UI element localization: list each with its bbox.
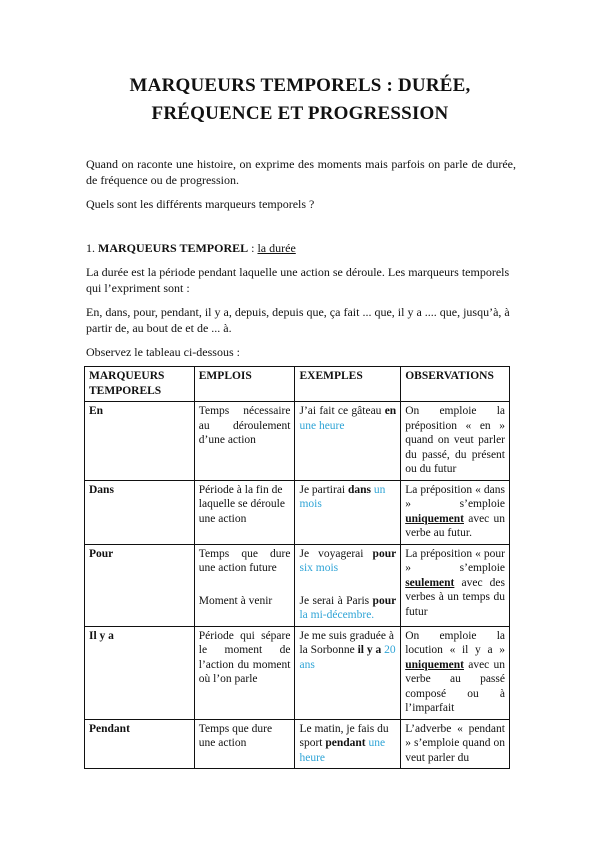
observation-text: On emploie la locution « il y a » <box>405 629 505 656</box>
emplois-cell: Période à la fin de laquelle se déroule une action <box>194 480 295 544</box>
table-row <box>85 402 510 481</box>
table-row <box>85 480 510 544</box>
example-text: Je voyagerai <box>299 547 373 560</box>
emplois-text-2: Moment à venir <box>198 594 273 607</box>
observation-cell <box>401 544 510 626</box>
example-duration: six mois <box>299 562 339 574</box>
example-cell <box>295 480 401 544</box>
example-marker: il y a <box>357 644 382 656</box>
example-marker: en <box>384 405 397 417</box>
example-marker: dans <box>348 483 372 496</box>
table-row <box>85 626 510 719</box>
marker-cell <box>85 626 195 719</box>
example-marker: pendant <box>325 737 366 749</box>
section-separator: : <box>248 241 258 255</box>
page-title <box>40 72 560 128</box>
emplois-cell: Temps nécessaire au déroulement d’une action <box>194 402 295 481</box>
example-marker: pour <box>372 594 397 607</box>
header-exemples: EXEMPLES <box>295 367 401 402</box>
observation-cell <box>401 626 510 719</box>
observe-instruction: Observez le tableau ci-dessous : <box>86 345 240 359</box>
intro-question: Quels sont les différents marqueurs temporels ? <box>86 197 315 211</box>
example-cell <box>295 719 401 769</box>
example-duration: un mois <box>299 483 386 510</box>
definition-paragraph: La durée est la période pendant laquelle une action se déroule. Les marqueurs temporels qui l’expriment sont : <box>86 265 510 295</box>
example-duration: une heure <box>299 737 386 764</box>
example-text: Le matin, je fais du sport <box>299 722 389 749</box>
emplois-text: Temps que dure une action future <box>198 547 291 574</box>
section-subtitle: la durée <box>257 241 296 255</box>
cell-spacer <box>199 576 291 594</box>
observation-text-end: avec des verbes à un temps du futur <box>405 576 505 618</box>
marker-label: Dans <box>89 483 114 496</box>
example-duration: la mi-décembre. <box>299 609 375 621</box>
emplois-cell <box>194 544 295 626</box>
example-text: J’ai fait ce gâteau <box>299 405 385 417</box>
marker-cell <box>85 719 195 769</box>
marker-cell <box>85 480 195 544</box>
emplois-cell: Temps que dure une action <box>194 719 295 769</box>
example-text: Je serai à Paris <box>299 594 373 607</box>
section-number: 1. <box>86 241 98 255</box>
observation-text: La préposition « pour » s’emploie <box>405 547 505 574</box>
example-2 <box>299 594 396 623</box>
observation-emphasis: uniquement <box>405 658 464 671</box>
observation-text-end: avec un verbe au passé composé ou à l’imparfait <box>405 658 505 714</box>
emplois-cell: Période qui sépare le moment de l’action du moment où l’on parle <box>194 626 295 719</box>
header-observations: OBSERVATIONS <box>401 367 510 402</box>
section-title: MARQUEURS TEMPOREL <box>98 241 249 255</box>
table-header-row <box>85 367 510 402</box>
marker-label: Pour <box>89 547 114 560</box>
title-line-1: MARQUEURS TEMPORELS : DURÉE, <box>129 75 471 96</box>
intro-paragraph: Quand on raconte une histoire, on exprime des moments mais parfois on parle de durée, de fréquence ou de progression. <box>86 157 516 187</box>
example-duration: une heure <box>299 419 345 432</box>
header-emplois: EMPLOIS <box>194 367 295 402</box>
section-heading <box>86 240 516 256</box>
header-marqueurs: MARQUEURS TEMPORELS <box>85 367 195 402</box>
observation-cell <box>401 402 510 481</box>
example-1 <box>299 547 396 576</box>
markers-table <box>84 366 510 769</box>
example-text: Je partirai <box>299 483 349 496</box>
observation-text: L’adverbe « pendant » s’emploie quand on veut parler du <box>405 722 505 764</box>
title-line-2: FRÉQUENCE ET PROGRESSION <box>151 103 449 124</box>
table-row <box>85 544 510 626</box>
observation-emphasis: uniquement <box>405 512 464 525</box>
observation-cell <box>401 719 510 769</box>
markers-list-paragraph: En, dans, pour, pendant, il y a, depuis, depuis que, ça fait ... que, il y a .... que, jusqu’à, à partir de, au bout de et de ... à. <box>86 305 510 335</box>
example-marker: pour <box>372 547 397 560</box>
marker-label: Il y a <box>89 629 114 642</box>
observation-text-end: avec un verbe au futur. <box>405 512 505 539</box>
example-text: Je me suis graduée à la Sorbonne <box>299 629 394 656</box>
example-duration: 20 ans <box>299 644 396 671</box>
observation-text: On emploie la préposition « en » quand on veut parler du passé, du présent ou du futur <box>405 405 505 475</box>
marker-cell <box>85 544 195 626</box>
example-cell <box>295 544 401 626</box>
marker-label: En <box>89 405 104 417</box>
table-row <box>85 719 510 769</box>
marker-label: Pendant <box>89 722 130 735</box>
example-cell <box>295 626 401 719</box>
marker-cell <box>85 402 195 481</box>
cell-spacer <box>299 576 396 594</box>
example-cell <box>295 402 401 481</box>
observation-cell <box>401 480 510 544</box>
observation-emphasis: seulement <box>405 576 455 589</box>
observation-text: La préposition « dans » s’emploie <box>405 483 505 510</box>
